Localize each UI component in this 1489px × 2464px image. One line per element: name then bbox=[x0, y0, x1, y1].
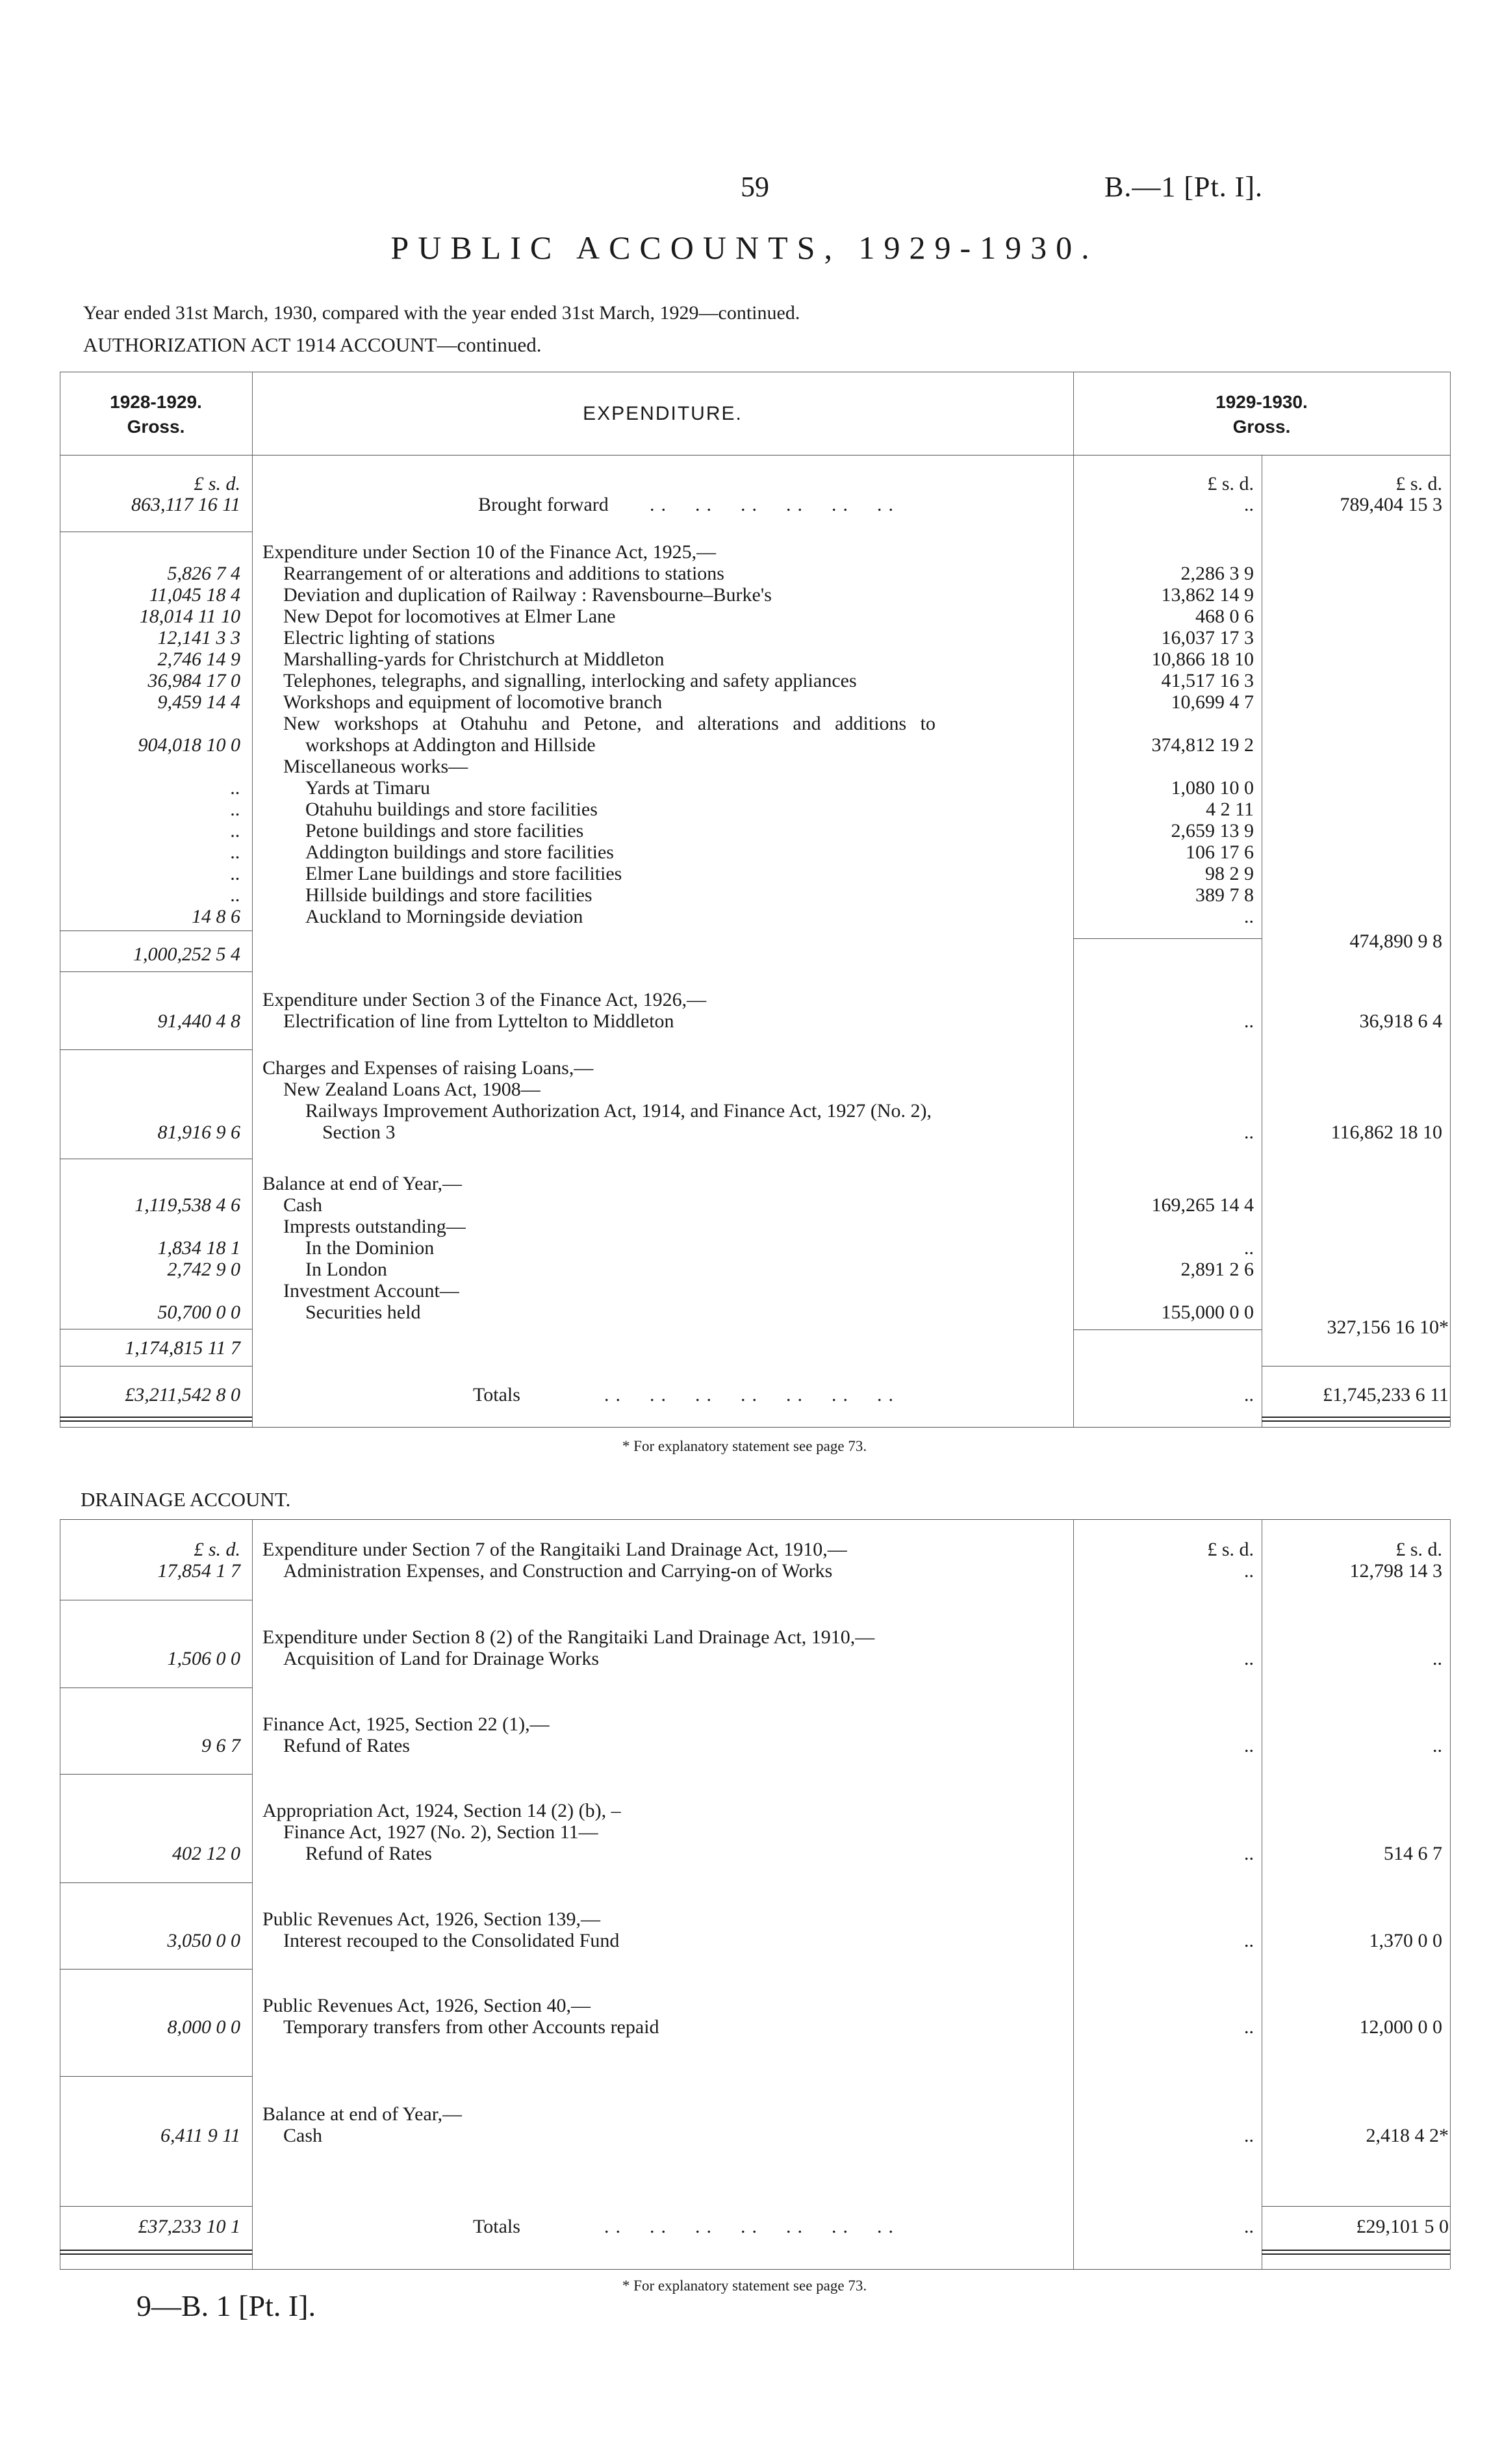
table-row-label: Interest recouped to the Consolidated Fund bbox=[283, 1930, 620, 1951]
table-row-label: Acquisition of Land for Drainage Works bbox=[283, 1648, 600, 1669]
table-row-label: Appropriation Act, 1924, Section 14 (2) (b), – bbox=[262, 1800, 621, 1821]
table-cell: .. bbox=[231, 799, 240, 820]
table-cell: 1,174,815 11 7 bbox=[125, 1337, 240, 1359]
table-cell: .. bbox=[231, 777, 240, 799]
table-cell: 9,459 14 4 bbox=[157, 691, 240, 713]
table-row-label: Expenditure under Section 10 of the Finance Act, 1925,— bbox=[262, 541, 717, 563]
table-cell: 10,866 18 10 bbox=[1151, 648, 1254, 670]
table-row-label: Balance at end of Year,— bbox=[262, 1173, 463, 1194]
rule bbox=[60, 1366, 252, 1367]
table-row-label: Finance Act, 1925, Section 22 (1),— bbox=[262, 1713, 550, 1735]
table-cell: 36,984 17 0 bbox=[147, 670, 240, 691]
table-cell: 17,854 1 7 bbox=[157, 1560, 240, 1582]
col-1929-header: 1929-1930. Gross. bbox=[1215, 392, 1308, 437]
leader-dots: .. .. .. .. .. .. .. bbox=[604, 1384, 900, 1405]
table-cell: .. bbox=[1244, 1735, 1254, 1756]
total-double-rule bbox=[1262, 2250, 1450, 2255]
table-cell: 106 17 6 bbox=[1186, 841, 1254, 863]
units-c3: £ s. d. bbox=[1207, 1539, 1254, 1560]
table-row-label: Workshops and equipment of locomotive branch bbox=[283, 691, 663, 713]
units-c3: £ s. d. bbox=[1207, 473, 1254, 494]
footnote: * For explanatory statement see page 73. bbox=[622, 1438, 867, 1454]
table-cell: .. bbox=[1244, 494, 1254, 515]
table-cell: .. bbox=[231, 820, 240, 841]
table-cell: 789,404 15 3 bbox=[1340, 494, 1442, 515]
table-cell: .. bbox=[1244, 1843, 1254, 1864]
table-row-label: Addington buildings and store facilities bbox=[305, 841, 614, 863]
table-cell: 402 12 0 bbox=[172, 1843, 240, 1864]
table-cell: 474,890 9 8 bbox=[1349, 930, 1442, 952]
leader-dots: .. .. .. .. .. .. .. bbox=[604, 2216, 900, 2237]
table2-top-rule bbox=[60, 1519, 1450, 1520]
table-cell: 6,411 9 11 bbox=[160, 2125, 240, 2146]
table-row-label: Investment Account— bbox=[283, 1280, 459, 1302]
table-row-label: New Zealand Loans Act, 1908— bbox=[283, 1079, 541, 1100]
table-row-label: Electric lighting of stations bbox=[283, 627, 495, 648]
table2-border-right bbox=[1450, 1519, 1451, 2269]
page-subtitle: Year ended 31st March, 1930, compared with the year ended 31st March, 1929—continued. bbox=[83, 302, 800, 324]
table-cell: 12,000 0 0 bbox=[1359, 2016, 1442, 2038]
table-cell: .. bbox=[1244, 2125, 1254, 2146]
units-c1: £ s. d. bbox=[194, 473, 240, 494]
table-cell: 116,862 18 10 bbox=[1330, 1122, 1442, 1143]
table-row-label: Administration Expenses, and Construction and Carrying-on of Works bbox=[283, 1560, 833, 1582]
table2-bottom-rule bbox=[60, 2269, 1450, 2270]
table-cell: 389 7 8 bbox=[1195, 884, 1254, 906]
table-cell: .. bbox=[1244, 1237, 1254, 1259]
rule bbox=[60, 1049, 252, 1050]
table-row-label: In the Dominion bbox=[305, 1237, 435, 1259]
table-cell: .. bbox=[1244, 1384, 1254, 1405]
table-cell: 91,440 4 8 bbox=[157, 1010, 240, 1032]
table-cell: 327,156 16 10* bbox=[1327, 1316, 1449, 1338]
table-row-label: Temporary transfers from other Accounts repaid bbox=[283, 2016, 659, 2038]
table-cell: .. bbox=[1432, 1648, 1442, 1669]
table-row-label: Balance at end of Year,— bbox=[262, 2103, 463, 2125]
col-expenditure-header: EXPENDITURE. bbox=[583, 403, 743, 424]
table-cell: .. bbox=[1244, 1560, 1254, 1582]
table-row-label: Expenditure under Section 7 of the Rangitaiki Land Drainage Act, 1910,— bbox=[262, 1539, 847, 1560]
table-cell: .. bbox=[1244, 2216, 1254, 2237]
table-cell: 1,506 0 0 bbox=[167, 1648, 240, 1669]
table-row-label: workshops at Addington and Hillside bbox=[305, 734, 596, 756]
table-cell: 2,659 13 9 bbox=[1171, 820, 1254, 841]
table-cell: 5,826 7 4 bbox=[167, 563, 240, 584]
table-cell: 8,000 0 0 bbox=[167, 2016, 240, 2038]
table-cell: £1,745,233 6 11 bbox=[1323, 1384, 1449, 1405]
table-row-label: Public Revenues Act, 1926, Section 40,— bbox=[262, 1995, 591, 2016]
table-cell: .. bbox=[231, 841, 240, 863]
table-row-label: Cash bbox=[283, 1194, 322, 1216]
units-c4: £ s. d. bbox=[1395, 473, 1442, 494]
total-double-rule bbox=[60, 2250, 252, 2255]
table-cell: £37,233 10 1 bbox=[138, 2216, 240, 2237]
section-title: AUTHORIZATION ACT 1914 ACCOUNT—continued. bbox=[83, 333, 542, 356]
table-cell: 2,891 2 6 bbox=[1180, 1259, 1254, 1280]
table-cell: 863,117 16 11 bbox=[131, 494, 240, 515]
table-row-label: Auckland to Morningside deviation bbox=[305, 906, 583, 927]
table-cell: £29,101 5 0 bbox=[1356, 2216, 1449, 2237]
table-row-label: New Depot for locomotives at Elmer Lane bbox=[283, 606, 616, 627]
table-row-label: Hillside buildings and store facilities bbox=[305, 884, 592, 906]
table-row-label: Charges and Expenses of raising Loans,— bbox=[262, 1057, 594, 1079]
table-cell: 13,862 14 9 bbox=[1161, 584, 1254, 606]
table-row-label: Railways Improvement Authorization Act, 1914, and Finance Act, 1927 (No. 2), bbox=[305, 1100, 932, 1122]
table-cell: 18,014 11 10 bbox=[139, 606, 240, 627]
table-row-label: Marshalling-yards for Christchurch at Middleton bbox=[283, 648, 665, 670]
total-double-rule bbox=[60, 1417, 252, 1422]
table-cell: 98 2 9 bbox=[1205, 863, 1254, 884]
table-row-label: Section 3 bbox=[322, 1122, 396, 1143]
rule bbox=[60, 2076, 252, 2077]
table-cell: 904,018 10 0 bbox=[138, 734, 240, 756]
table1-border-right bbox=[1450, 372, 1451, 1427]
table-cell: 12,798 14 3 bbox=[1349, 1560, 1442, 1582]
table2-col-divider-2 bbox=[1073, 1519, 1074, 2269]
page-signature: 9—B. 1 [Pt. I]. bbox=[136, 2289, 316, 2322]
table-row-label: Petone buildings and store facilities bbox=[305, 820, 584, 841]
table-cell: 14 8 6 bbox=[192, 906, 240, 927]
table-cell: .. bbox=[1244, 2016, 1254, 2038]
document-reference: B.—1 [Pt. I]. bbox=[1104, 171, 1263, 203]
table-cell: 2,418 4 2* bbox=[1366, 2125, 1449, 2146]
table2-col-divider-1 bbox=[252, 1519, 253, 2269]
table-cell: 169,265 14 4 bbox=[1151, 1194, 1254, 1216]
table-cell: 1,080 10 0 bbox=[1171, 777, 1254, 799]
table-row-label: Securities held bbox=[305, 1302, 421, 1323]
table-row-label: Refund of Rates bbox=[283, 1735, 410, 1756]
table-cell: .. bbox=[231, 863, 240, 884]
table-cell: 2,286 3 9 bbox=[1180, 563, 1254, 584]
table-row-label: Yards at Timaru bbox=[305, 777, 430, 799]
table-cell: .. bbox=[1244, 1930, 1254, 1951]
units-c4: £ s. d. bbox=[1395, 1539, 1442, 1560]
table-cell: .. bbox=[1244, 1010, 1254, 1032]
table-row-label: Finance Act, 1927 (No. 2), Section 11— bbox=[283, 1821, 598, 1843]
table-row-label: Public Revenues Act, 1926, Section 139,— bbox=[262, 1908, 600, 1930]
table-cell: 468 0 6 bbox=[1195, 606, 1254, 627]
table1-header-rule bbox=[60, 455, 1450, 456]
table-row-label: Expenditure under Section 3 of the Finance Act, 1926,— bbox=[262, 989, 707, 1010]
table-cell: .. bbox=[1244, 1648, 1254, 1669]
table-row-label: Otahuhu buildings and store facilities bbox=[305, 799, 598, 820]
rule bbox=[60, 1882, 252, 1883]
page-title: PUBLIC ACCOUNTS, 1929-1930. bbox=[390, 229, 1099, 266]
table-cell: .. bbox=[1244, 906, 1254, 927]
table-cell: 3,050 0 0 bbox=[167, 1930, 240, 1951]
table-row-label: Brought forward bbox=[478, 494, 609, 515]
table-cell: 12,141 3 3 bbox=[157, 627, 240, 648]
footnote: * For explanatory statement see page 73. bbox=[622, 2278, 867, 2294]
table-cell: 2,746 14 9 bbox=[157, 648, 240, 670]
table-cell: £3,211,542 8 0 bbox=[125, 1384, 240, 1405]
table-cell: 10,699 4 7 bbox=[1171, 691, 1254, 713]
table-cell: 16,037 17 3 bbox=[1161, 627, 1254, 648]
page-number: 59 bbox=[741, 171, 769, 203]
table-row-label: Refund of Rates bbox=[305, 1843, 432, 1864]
rule bbox=[60, 1774, 252, 1775]
table-cell: 81,916 9 6 bbox=[157, 1122, 240, 1143]
table-row-label: Elmer Lane buildings and store facilities bbox=[305, 863, 622, 884]
table-row-label: Totals bbox=[473, 2216, 520, 2237]
table-row-label: New workshops at Otahuhu and Petone, and alterations and additions to bbox=[283, 713, 935, 734]
table-cell: 11,045 18 4 bbox=[149, 584, 240, 606]
table-cell: .. bbox=[1244, 1122, 1254, 1143]
table-cell: 1,834 18 1 bbox=[157, 1237, 240, 1259]
rule bbox=[1262, 1366, 1450, 1367]
table-row-label: Miscellaneous works— bbox=[283, 756, 468, 777]
table-cell: 9 6 7 bbox=[201, 1735, 240, 1756]
table-cell: 36,918 6 4 bbox=[1359, 1010, 1442, 1032]
table-cell: 50,700 0 0 bbox=[157, 1302, 240, 1323]
table-row-label: Electrification of line from Lyttelton to Middleton bbox=[283, 1010, 674, 1032]
table1-col-divider-1 bbox=[252, 372, 253, 1427]
rule bbox=[1073, 1329, 1262, 1330]
table-cell: .. bbox=[231, 884, 240, 906]
table-cell: 374,812 19 2 bbox=[1151, 734, 1254, 756]
table-cell: 1,000,252 5 4 bbox=[133, 943, 240, 965]
table-row-label: Totals bbox=[473, 1384, 520, 1405]
total-double-rule bbox=[1262, 1417, 1450, 1422]
table-row-label: Cash bbox=[283, 2125, 322, 2146]
table-cell: 1,370 0 0 bbox=[1369, 1930, 1442, 1951]
table-row-label: Expenditure under Section 8 (2) of the Rangitaiki Land Drainage Act, 1910,— bbox=[262, 1626, 875, 1648]
rule bbox=[60, 971, 252, 972]
section-title: DRAINAGE ACCOUNT. bbox=[81, 1488, 291, 1511]
table-cell: 41,517 16 3 bbox=[1161, 670, 1254, 691]
table-cell: 514 6 7 bbox=[1384, 1843, 1442, 1864]
rule bbox=[60, 2206, 252, 2207]
rule bbox=[1262, 2206, 1450, 2207]
table1-bottom-rule bbox=[60, 1427, 1450, 1428]
table-row-label: Telephones, telegraphs, and signalling, interlocking and safety appliances bbox=[283, 670, 857, 691]
rule bbox=[60, 1969, 252, 1970]
table-cell: .. bbox=[1432, 1735, 1442, 1756]
units-c1: £ s. d. bbox=[194, 1539, 240, 1560]
table-row-label: Imprests outstanding— bbox=[283, 1216, 466, 1237]
col-1928-header: 1928-1929. Gross. bbox=[110, 392, 202, 437]
table-cell: 2,742 9 0 bbox=[167, 1259, 240, 1280]
table-row-label: In London bbox=[305, 1259, 387, 1280]
table-cell: 1,119,538 4 6 bbox=[134, 1194, 240, 1216]
leader-dots: .. .. .. .. .. .. bbox=[650, 494, 900, 515]
table-cell: 4 2 11 bbox=[1206, 799, 1254, 820]
table-row-label: Rearrangement of or alterations and additions to stations bbox=[283, 563, 724, 584]
table-row-label: Deviation and duplication of Railway : Ravensbourne–Burke's bbox=[283, 584, 772, 606]
rule bbox=[1073, 938, 1262, 939]
rule bbox=[60, 930, 252, 931]
table-cell: 155,000 0 0 bbox=[1161, 1302, 1254, 1323]
